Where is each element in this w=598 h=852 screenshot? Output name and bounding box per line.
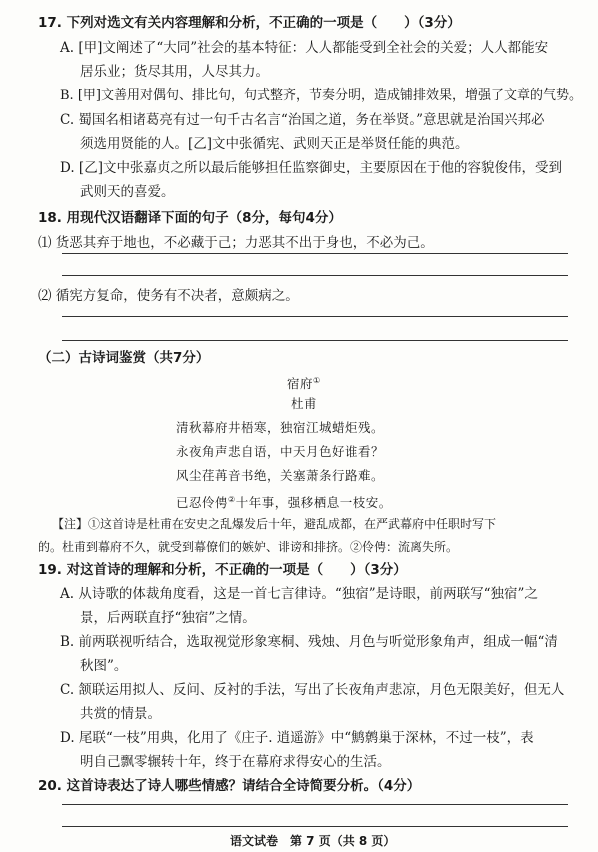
answer-line [62,275,568,276]
answer-line [62,316,568,317]
q19-option-c-line1: C. 颔联运用拟人、反问、反衬的手法，写出了长夜角声悲凉，月色无限美好，但无人 [60,682,565,698]
answer-line [62,804,568,805]
q18-sentence-1: ⑴ 货恶其弃于地也，不必藏于己；力恶其不出于身也，不必为己。 [38,235,434,251]
q17-option-b: B. [甲]文善用对偶句、排比句，句式整齐，节奏分明，造成铺排效果，增强了文章的气势。 [60,88,582,103]
poem-note-line2: 的。杜甫到幕府不久，就受到幕僚们的嫉妒、诽谤和排挤。②伶俜：流离失所。 [38,540,459,554]
answer-line [62,826,568,827]
q19-option-b-line2: 秋图”。 [80,658,128,674]
q17-option-d-line1: D. [乙]文中张嘉贞之所以最后能够担任监察御史，主要原因在于他的容貌俊伟，受到 [60,160,562,176]
q17-option-c-line2: 须选用贤能的人。[乙]文中张循宪、武则天正是举贤任能的典范。 [80,136,469,152]
q20-title: 20. 这首诗表达了诗人哪些情感？请结合全诗简要分析。（4分） [38,778,421,794]
answer-line [62,340,568,341]
q17-option-a-line2: 居乐业；货尽其用，人尽其力。 [80,64,269,80]
section-2-title: （二）古诗词鉴赏（共7分） [38,350,210,366]
poem-author: 杜甫 [291,396,318,411]
poem-note-line1: 【注】①这首诗是杜甫在安史之乱爆发后十年，避乱成都，在严武幕府中任职时写下 [52,517,497,531]
q19-option-a-line2: 景，后两联直抒“独宿”之情。 [80,610,256,626]
q17-option-a-line1: A. [甲]文阐述了“大同”社会的基本特征：人人都能受到全社会的关爱；人人都能安 [60,40,549,56]
answer-line [62,253,568,254]
poem-line-2: 永夜角声悲自语，中天月色好谁看？ [176,444,385,459]
note-mark: ① [313,376,321,385]
q19-option-d-line2: 明自己飘零辗转十年，终于在幕府求得安心的生活。 [80,754,391,770]
q17-option-d-line2: 武则天的喜爱。 [80,184,175,200]
poem-title: 宿府① [287,376,321,392]
q19-title: 19. 对这首诗的理解和分析，不正确的一项是（ ）（3分） [38,562,407,578]
poem-line-4: 已忍伶俜②十年事，强移栖息一枝安。 [176,495,392,511]
poem-line-1: 清秋幕府井梧寒，独宿江城蜡炬残。 [176,420,385,435]
q19-option-c-line2: 共赏的情景。 [80,706,161,722]
q18-sentence-2: ⑵ 循宪方复命，使务有不决者，意颇病之。 [38,288,299,304]
poem-line-3: 风尘荏苒音书绝，关塞萧条行路难。 [176,468,385,483]
q18-title: 18. 用现代汉语翻译下面的句子（8分，每句4分） [38,210,342,226]
q19-option-b-line1: B. 前两联视听结合，选取视觉形象寒桐、残烛、月色与听觉形象角声，组成一幅“清 [60,634,558,650]
q19-option-d-line1: D. 尾联“一枝”用典，化用了《庄子. 逍遥游》中“鹪鹩巢于深林，不过一枝”，表 [60,730,534,746]
note-mark: ② [228,495,236,504]
page-footer: 语文试卷 第 7 页（共 8 页） [230,834,396,848]
q17-title: 17. 下列对选文有关内容理解和分析，不正确的一项是（ ）（3分） [38,15,461,31]
q19-option-a-line1: A. 从诗歌的体裁角度看，这是一首七言律诗。“独宿”是诗眼，前两联写“独宿”之 [60,586,538,602]
q17-option-c-line1: C. 蜀国名相诸葛亮有过一句千古名言“治国之道，务在举贤。”意思就是治国兴邦必 [60,112,545,128]
